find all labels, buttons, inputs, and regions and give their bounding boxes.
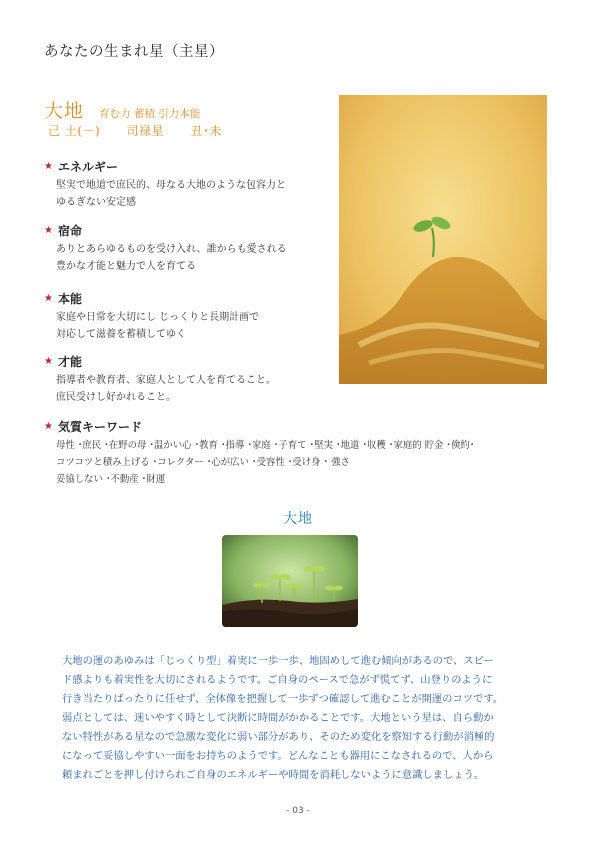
star-bullet-icon: ★ [44, 225, 53, 236]
star-sub-star: 司禄星 [126, 124, 165, 138]
page-title: あなたの生まれ星（主星） [44, 44, 224, 60]
section-line: 庶民受けし好かれること。 [56, 392, 176, 403]
star-name: 大地 [44, 100, 85, 122]
paragraph-line: 弱点としては、迷いやすく時として決断に時間がかかることです。大地という星は、自ら動か [62, 712, 494, 724]
paragraph-line: になって妥協しやすい一面をお持ちのようです。どんなことも器用にこなされるので、人から [62, 750, 494, 762]
section-line: 母性 ･庶民 ･在野の母 ･温かい心 ･教育 ･指導 ･家庭 ･子育て ･堅実 ･地道 ･収穫 ･家庭的 貯金 ･倹約･ [56, 440, 475, 451]
section-line: コツコツと積み上げる ･コレクター ･心が広い ･受容性 ･受け身 ･ 強さ [56, 457, 350, 468]
star-element: 己 土(－) [48, 124, 101, 138]
section-energy [44, 158, 324, 211]
paragraph-line: 頼まれごとを押し付けられご自身のエネルギーや時間を消耗しないように意識しましょう。 [62, 769, 485, 781]
section-instinct [44, 290, 324, 343]
star-zodiac: 丑･未 [190, 124, 222, 138]
sprout-watercolor-illustration [339, 95, 547, 384]
star-traits: 育む力 蓄積 引力本能 [99, 108, 201, 120]
section-title: 宿命 [57, 224, 82, 238]
section-line: 家庭や日常を大切にし じっくりと長期計画で [56, 312, 260, 323]
section-line: ゆるぎない安定感 [56, 197, 136, 208]
paragraph-line: 大地の運のあゆみは「じっくり型」着実に一歩一歩、地固めして進む傾向があるので、スピー [62, 655, 494, 667]
section-line: 堅実で地道で庶民的、母なる大地のような包容力と [56, 180, 286, 191]
seedling-photo [222, 535, 358, 627]
section-line: 対応して滋養を蓄積してゆく [56, 329, 186, 340]
section-line: ありとあらゆるものを受け入れ、誰からも愛される [56, 244, 287, 255]
section-title: 気質キーワード [57, 420, 142, 434]
section-line: 妥協しない ･不動産 ･財運 [56, 474, 166, 485]
paragraph-line: 行き当たりばったりに任せず、全体像を把握して一歩ずつ確認して進むことが開運のコツです。 [62, 693, 504, 705]
star-bullet-icon: ★ [44, 293, 53, 304]
paragraph-line: ド感よりも着実性を大切にされるようです。ご自身のペースで急がず慌てず、山登りのように [62, 674, 493, 686]
section-keywords [44, 418, 564, 488]
star-attributes [48, 122, 244, 139]
section-destiny [44, 222, 324, 275]
page-number: - 03 - [286, 806, 310, 816]
section-title: 本能 [57, 292, 82, 306]
star-bullet-icon: ★ [44, 161, 53, 172]
fortune-description [62, 652, 552, 785]
star-name-row [44, 96, 200, 123]
section-line: 豊かな才能と魅力で人を育てる [56, 261, 196, 272]
section-talent [44, 353, 324, 406]
star-bullet-icon: ★ [44, 356, 53, 367]
star-bullet-icon: ★ [44, 421, 53, 432]
section-title: 才能 [57, 355, 82, 369]
section-line: 指導者や教育者、家庭人として人を育てること。 [56, 375, 276, 386]
paragraph-line: ない特性がある星なので急激な変化に弱い部分があり、そのため変化を察知する行動が消極的 [62, 731, 495, 743]
section-title: エネルギー [57, 160, 118, 174]
photo-caption: 大地 [283, 511, 313, 527]
